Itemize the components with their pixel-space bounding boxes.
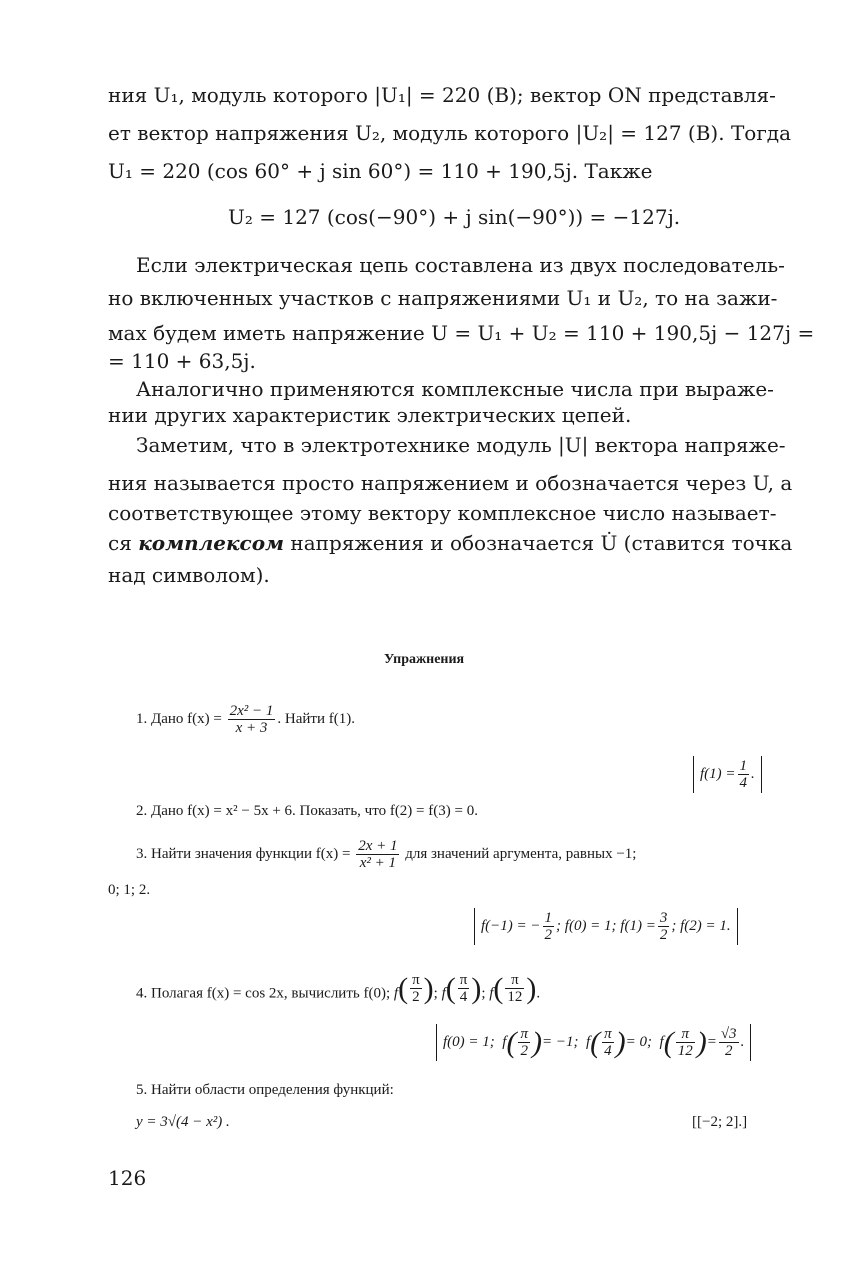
text-line: ния называется просто напряжением и обозначается через U, а [108,471,793,495]
func-symbol: f [659,1034,664,1050]
numerator: 1 [544,910,553,926]
denominator: 2 [724,1043,733,1059]
numerator: ( π [412,972,420,988]
fraction [602,1026,614,1059]
separator: ; [433,985,438,1002]
exercise-4-lead: 4. Полагая f(x) = cos 2x, вычислить f(0); [136,985,391,1002]
exercise-1 [136,703,355,736]
func-symbol: f [502,1034,507,1050]
text-line: Если электрическая цепь составлена из двух последователь- [136,253,785,277]
func-symbol: f [441,985,446,1002]
fraction [738,758,750,791]
answer-text: f(0) = 1; [443,1034,495,1050]
exercise-2: 2. Дано f(x) = x² − 5x + 6. Показать, что f(2) = f(3) = 0. [136,803,478,819]
numerator: 3 [659,910,668,926]
fraction [228,703,276,736]
fraction [518,1026,530,1059]
numerator: √3 [720,1026,737,1042]
denominator: 4 [739,775,748,791]
term-emphasis: комплексом [138,531,285,555]
numerator: 2x + 1 [358,838,398,854]
denominator: 2 [544,927,553,943]
fraction [719,1026,739,1059]
exercise-3 [136,838,636,871]
text-line [108,530,792,556]
text-line: Заметим, что в электротехнике модуль |U| вектора напряже- [136,433,786,457]
fraction [505,972,524,1005]
fraction [658,910,670,943]
formula-line: U₂ = 127 (cos(−90°) + j sin(−90°)) = −127j. [228,205,681,229]
numerator: ( π [676,1026,695,1043]
fraction [356,838,399,871]
exercise-3-lead: 3. Найти значения функции f(x) = [136,845,351,862]
exercise-5-expression: y = 3√(4 − x²) . [136,1114,230,1130]
denominator: 2 [659,927,668,943]
text-line: соответствующее этому вектору комплексное число называет- [108,501,777,525]
text-line: = 110 + 63,5j. [108,349,256,373]
text-line: но включенных участков с напряжениями U₁ и U₂, то на зажи- [108,286,778,310]
text-fragment: напряжения и обозначается U̇ (ставится точка [284,531,793,555]
section-heading: Упражнения [384,652,465,667]
separator: ; [481,985,486,1002]
answer-text: ; f(2) = 1. [671,918,731,934]
text-line: нии других характеристик электрических цепей. [108,403,632,427]
denominator: 12 [507,989,523,1005]
text-line: Аналогично применяются комплексные числа при выраже- [136,377,774,401]
answer-text: = [706,1034,717,1050]
answer-text: f(−1) = − [481,918,541,934]
answer-text: ; f(0) = 1; f(1) = [556,918,656,934]
separator: . [740,1034,745,1050]
denominator: 12 [677,1043,693,1059]
text-fragment: ся [108,531,139,555]
exercise-3-tail2: 0; 1; 2. [108,882,151,898]
fraction [458,972,470,1005]
text-line: над символом). [108,563,270,587]
answer-text: . [751,766,755,782]
denominator: x² + 1 [359,855,396,871]
exercise-5-answer: [[−2; 2].] [692,1114,748,1130]
exercise-1-lead: 1. Дано f(x) = [136,710,222,727]
text-line: U₁ = 220 (cos 60° + j sin 60°) = 110 + 190,5j. Также [108,159,653,183]
fraction [543,910,555,943]
func-symbol: f [489,985,494,1002]
denominator: 4 [459,989,468,1005]
numerator: 2x² − 1 [229,703,274,719]
exercise-4 [136,972,540,1005]
fraction [410,972,422,1005]
denominator: 2 [520,1043,528,1059]
numerator: ( π [604,1026,612,1042]
func-symbol: f [393,985,399,1002]
numerator: ( π [505,972,524,989]
page-number: 126 [108,1166,147,1190]
denominator: 4 [604,1043,612,1059]
answer-text: = −1; [541,1034,579,1050]
answer-text: = 0; [625,1034,653,1050]
separator: . [536,985,541,1002]
exercise-4-answer [436,1024,751,1061]
exercise-5: 5. Найти области определения функций: [136,1082,394,1098]
text-line: мах будем иметь напряжение U = U₁ + U₂ = 110 + 190,5j − 127j = [108,321,815,345]
exercise-1-answer [693,756,762,793]
exercise-3-tail: для значений аргумента, равных −1; [405,845,637,862]
text-line: ния U₁, модуль которого |U₁| = 220 (В); вектор ON представля- [108,83,776,107]
numerator: 1 [739,758,748,774]
denominator: 2 [412,989,420,1005]
text-line: ет вектор напряжения U₂, модуль которого |U₂| = 127 (В). Тогда [108,121,792,145]
numerator: ( π [459,972,468,988]
denominator: x + 3 [235,720,268,736]
fraction [676,1026,695,1059]
numerator: ( π [520,1026,528,1042]
answer-text: f(1) = [700,766,736,782]
func-symbol: f [585,1034,591,1050]
exercise-3-answer [474,908,738,945]
exercise-1-tail: . Найти f(1). [277,710,355,727]
